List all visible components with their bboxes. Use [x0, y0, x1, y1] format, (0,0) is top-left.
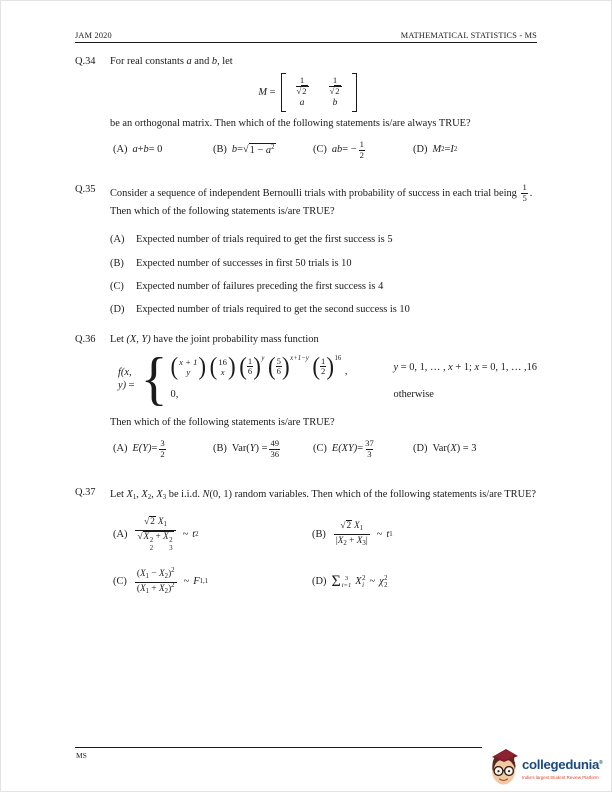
pmf-expression: ( x + 1 y ) ( 16 x ) ( $\frac{1}{6}$ ) $^y$ ( $\frac{5}{6}$ ) $^{x+1-y}$ ( $\frac{1}{2}$ ) $^{16}$ , [170, 352, 348, 380]
options-grid [110, 517, 537, 595]
inline-fraction: $\frac{1}{5}$ [522, 182, 527, 203]
option-c: (C) $(X_1 - X_2)^2$ $(X_1 + X_2)^2$ ~ F 1,1 [113, 566, 209, 595]
option-c: (C) ab = − $\frac{1}{2}$ [313, 138, 364, 160]
collegedunia-mascot-icon [486, 746, 522, 792]
question-q37 [75, 486, 537, 595]
brand-name: collegedunia® [522, 757, 603, 772]
option-d: (D) Σ 3 i=1 X 2 i ~ χ 2 2 [312, 573, 388, 591]
registered-mark: ® [599, 760, 603, 766]
option-a: (A) a + b = 0 [113, 144, 163, 156]
option-a: (A) √2 $X_1$ √X 2 2 + X 2 3 ~ t 2 [113, 517, 199, 552]
option-d: (D) Var( X ) = 3 [413, 443, 477, 455]
option-c: (C) Expected number of failures preceding the first success is 4 [110, 280, 384, 292]
piecewise-brace: { [140, 346, 168, 412]
question-q35 [75, 183, 537, 326]
matrix-equation: M = $\frac{1}{√2}$ $\frac{1}{√2}$ a b [94, 73, 521, 112]
option-c: (C) E(XY) = $\frac{37}{3}$ [313, 437, 374, 459]
pmf-zero-case: 0, [170, 389, 179, 401]
option-b: (B) Expected number of successes in first 50 trials is 10 [110, 257, 352, 269]
footer-page-label: MS [76, 751, 87, 760]
question-intro: Let $X_1$, $X_2$, $X_3$ be i.i.d. N(0, 1) random variables. Then which of the following statements is/are TRUE? [110, 489, 537, 501]
question-number: Q.34 [75, 56, 96, 67]
summation: Σ 3 i=1 [331, 573, 352, 591]
page-header [75, 31, 537, 40]
pmf-condition-2: otherwise [393, 389, 434, 401]
question-number: Q.36 [75, 334, 96, 345]
matrix-cell-21: a [299, 97, 305, 109]
question-number: Q.35 [75, 184, 96, 195]
matrix-cell-22: b [332, 97, 338, 109]
header-rule [75, 42, 537, 43]
question-body: be an orthogonal matrix. Then which of the following statements is/are always TRUE? [110, 118, 471, 130]
matrix [281, 73, 357, 112]
pmf-formula: f(x, y) = { ( x + 1 y ) ( 16 x ) ( $\frac{1}{6}$ ) $^y$ ( $\frac{5}{6}$ ) $^{x+1-y}$ ( $\frac{1}{2}$ ) $^{16}$ , y = 0, 1, … , x + 1; x = 0, 1, … ,16 0, otherwise [118, 346, 537, 412]
question-intro: For real constants a and b, let [110, 56, 233, 67]
matrix-cell-11: $\frac{1}{√2}$ [296, 74, 307, 96]
question-intro: Consider a sequence of independent Bernoulli trials with probability of success in each trial being $\frac{1}{5}$ . Then which of the following statements is/are TRUE? [110, 182, 533, 217]
options-row [110, 140, 537, 161]
collegedunia-logo [486, 746, 610, 792]
options-row [110, 439, 537, 460]
question-q36 [75, 333, 537, 459]
option-b: (B) b = √ $1 - a^2$ [213, 143, 275, 156]
question-intro: Let (X, Y) have the joint probability mass function [110, 334, 319, 345]
question-number: Q.37 [75, 487, 96, 498]
footer-rule [75, 747, 482, 748]
option-a: (A) E(Y) = $\frac{3}{2}$ [113, 437, 165, 459]
option-b: (B) Var( Y ) = $\frac{49}{36}$ [213, 437, 280, 459]
matrix-cell-12: $\frac{1}{√2}$ [329, 74, 340, 96]
header-right: MATHEMATICAL STATISTICS - MS [400, 31, 537, 40]
question-q34 [75, 55, 537, 161]
matrix-right-bracket [352, 73, 357, 112]
option-d: (D) M 2 = I 2 [413, 144, 458, 156]
brand-tagline: India's largest Student Review Platform [522, 775, 599, 780]
option-b: (B) √2 $X_1$ $|X_2 + X_3|$ ~ t 1 [312, 521, 393, 548]
option-a: (A) Expected number of trials required to get the first success is 5 [110, 234, 393, 246]
option-d: (D) Expected number of trials required to get the second success is 10 [110, 304, 410, 316]
pmf-condition-1: y = 0, 1, … , x + 1; x = 0, 1, … ,16 [393, 361, 537, 373]
question-body: Then which of the following statements is/are TRUE? [110, 416, 335, 428]
header-left: JAM 2020 [75, 31, 112, 40]
options-list [110, 233, 537, 316]
